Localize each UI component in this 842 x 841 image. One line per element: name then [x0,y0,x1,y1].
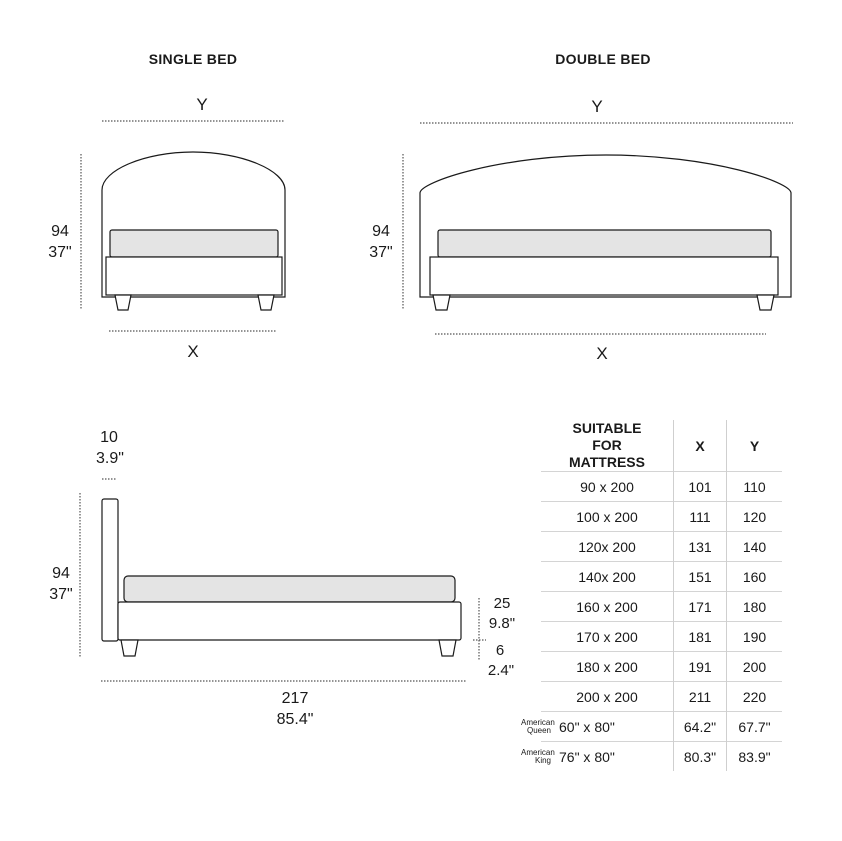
mattress-cell: 160 x 200 [541,592,674,622]
x-cell: 64.2" [674,712,727,742]
side-length-cm: 217 [281,690,309,707]
side-leg-left [121,640,138,656]
mattress-prefix: American Queen [521,718,555,736]
table-row [541,682,782,712]
y-cell: 83.9" [727,742,783,772]
x-cell: 151 [674,562,727,592]
y-column-header: Y [727,420,783,472]
side-headboard [102,499,118,641]
table-row [541,622,782,652]
double-bed-drawing [403,123,793,334]
double-bed-width-label-bottom: X [596,344,608,363]
single-bed-height-cm: 94 [51,223,69,240]
x-cell: 80.3" [674,742,727,772]
side-leg-height-in: 2.4" [487,662,515,679]
side-base [118,602,461,640]
mattress-cell: 200 x 200 [541,682,674,712]
single-base [106,257,282,295]
y-cell: 110 [727,472,783,502]
x-cell: 181 [674,622,727,652]
mattress-cell: 140x 200 [541,562,674,592]
side-length-in: 85.4" [276,711,314,728]
table-row [541,712,782,742]
single-leg-right [258,295,274,310]
x-cell: 171 [674,592,727,622]
double-bed-title: DOUBLE BED [555,51,651,67]
side-head-thickness-in: 3.9" [96,450,124,467]
table-row [541,592,782,622]
y-cell: 200 [727,652,783,682]
x-cell: 131 [674,532,727,562]
single-bed-drawing [81,121,285,331]
table-row [541,502,782,532]
single-bed-height-in: 37" [48,244,72,261]
double-bed-width-label-top: Y [591,97,603,116]
side-head-thickness-cm: 10 [100,429,118,446]
y-cell: 180 [727,592,783,622]
y-cell: 160 [727,562,783,592]
mattress-cell [521,742,674,772]
table-row [541,562,782,592]
double-mattress [438,230,771,257]
single-leg-left [115,295,131,310]
size-table [521,420,782,771]
side-leg-height-cm: 6 [495,642,505,659]
x-cell: 111 [674,502,727,532]
mattress-cell: 100 x 200 [541,502,674,532]
side-view-drawing [80,479,486,681]
mattress-cell: 170 x 200 [541,622,674,652]
double-base [430,257,778,295]
mattress-prefix: American King [521,748,555,766]
single-mattress [110,230,278,257]
side-frame-height-cm: 25 [493,595,511,612]
y-cell: 120 [727,502,783,532]
side-frame-height-in: 9.8" [488,615,516,632]
x-cell: 211 [674,682,727,712]
y-cell: 220 [727,682,783,712]
x-column-header: X [674,420,727,472]
side-mattress [124,576,455,602]
double-bed-height-in: 37" [369,244,393,261]
table-row [541,472,782,502]
table-row [541,742,782,772]
side-height-cm: 94 [52,565,70,582]
table-row [541,652,782,682]
size-table-header [541,420,782,472]
y-cell: 190 [727,622,783,652]
mattress-cell: 90 x 200 [541,472,674,502]
y-cell: 67.7" [727,712,783,742]
double-leg-left [433,295,450,310]
side-height-in: 37" [49,586,73,603]
mattress-cell: 180 x 200 [541,652,674,682]
x-cell: 101 [674,472,727,502]
double-leg-right [757,295,774,310]
mattress-size: 76" x 80" [559,749,615,766]
table-row [541,532,782,562]
mattress-cell: 120x 200 [541,532,674,562]
mattress-size: 60" x 80" [559,719,615,736]
side-leg-right [439,640,456,656]
mattress-cell [521,712,674,742]
double-bed-height-cm: 94 [372,223,390,240]
single-bed-title: SINGLE BED [148,51,238,67]
mattress-column-header: SUITABLE FOR MATTRESS [569,420,645,470]
x-cell: 191 [674,652,727,682]
single-bed-width-label-top: Y [196,95,208,114]
single-bed-width-label-bottom: X [187,342,199,361]
y-cell: 140 [727,532,783,562]
